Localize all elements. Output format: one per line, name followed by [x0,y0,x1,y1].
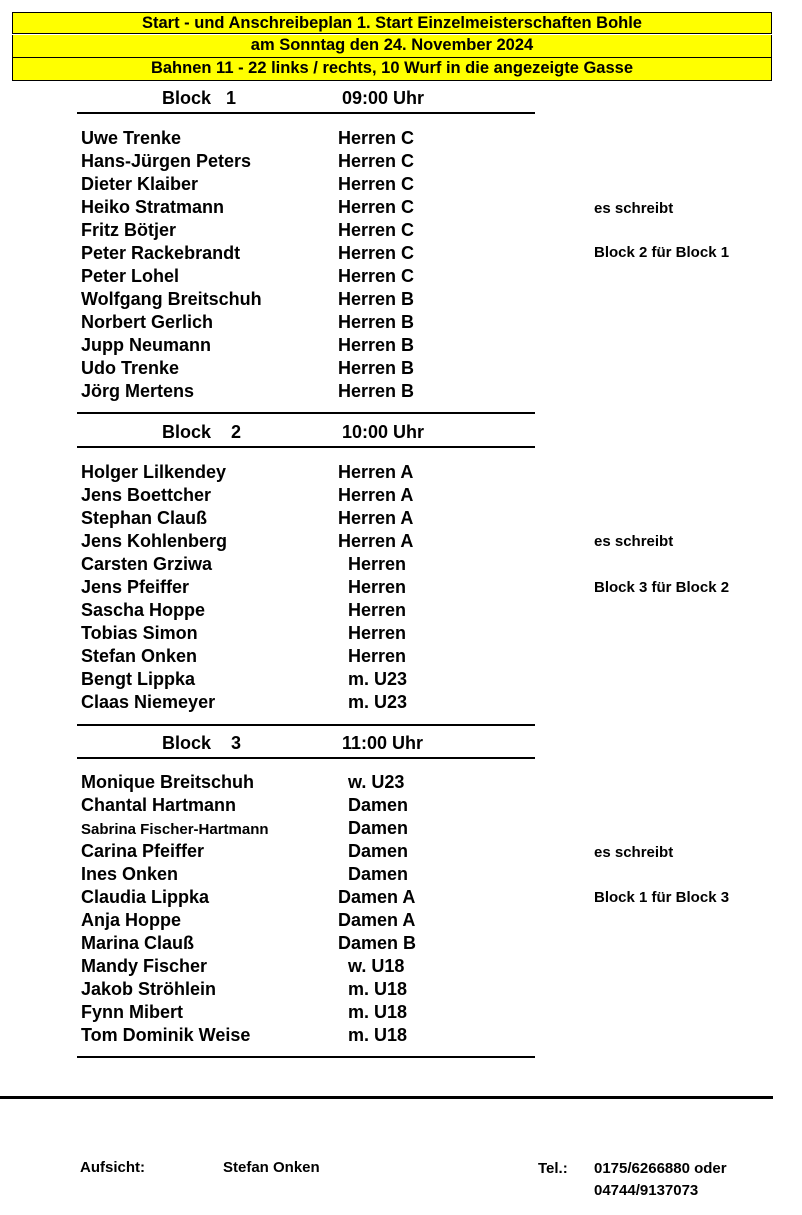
participant-name: Peter Rackebrandt [81,243,241,263]
participant-class: Herren [348,623,407,643]
participant-name: Holger Lilkendey [81,462,227,482]
writer-note-label: es schreibt [594,844,674,861]
participant-class: m. U23 [348,669,408,689]
participant-class: Damen [348,864,409,884]
participant-class: Herren C [338,197,415,217]
tel-number-2: 04744/9137073 [594,1182,699,1199]
participant-class: m. U18 [348,1025,408,1045]
participant-name: Uwe Trenke [81,128,182,148]
block-header-underline [77,446,535,448]
block-label: Block 1 [162,88,237,108]
participant-name: Carsten Grziwa [81,554,213,574]
participant-name: Fynn Mibert [81,1002,183,1022]
tel-label: Tel.: [538,1160,568,1177]
participant-class: w. U18 [348,956,405,976]
block-time: 10:00 Uhr [342,422,425,442]
participant-name: Peter Lohel [81,266,180,286]
participant-class: Herren A [338,462,414,482]
header-lanes: Bahnen 11 - 22 links / rechts, 10 Wurf in die angezeigte Gasse [12,58,772,81]
writer-note-assignment: Block 3 für Block 2 [594,579,730,596]
footer-divider [0,1096,773,1099]
participant-name: Tom Dominik Weise [81,1025,251,1045]
participant-name: Wolfgang Breitschuh [81,289,262,309]
participant-class: Herren B [338,358,415,378]
header-title: Start - und Anschreibeplan 1. Start Einzelmeisterschaften Bohle [12,12,772,34]
participant-class: Herren B [338,381,415,401]
block-label: Block 3 [162,733,242,753]
participant-class: Herren C [338,151,415,171]
writer-note-label: es schreibt [594,200,674,217]
participant-class: Damen A [338,910,416,930]
participant-class: Herren [348,577,407,597]
participant-name: Jens Kohlenberg [81,531,228,551]
participant-class: Damen [348,795,409,815]
block-separator-line [77,724,535,726]
participant-name: Monique Breitschuh [81,772,255,792]
participant-class: Herren [348,646,407,666]
participant-name: Claudia Lippka [81,887,210,907]
participant-name: Chantal Hartmann [81,795,237,815]
participant-name: Ines Onken [81,864,179,884]
participant-class: Herren C [338,128,415,148]
header-date: am Sonntag den 24. November 2024 [12,35,772,58]
block-header-underline [77,112,535,114]
participant-name: Carina Pfeiffer [81,841,205,861]
aufsicht-name: Stefan Onken [223,1159,320,1176]
participant-name: Stephan Clauß [81,508,208,528]
participant-class: Herren A [338,531,414,551]
participant-class: Damen [348,841,409,861]
block-label: Block 2 [162,422,242,442]
participant-name: Tobias Simon [81,623,198,643]
participant-class: Herren A [338,508,414,528]
participant-name: Claas Niemeyer [81,692,216,712]
aufsicht-label: Aufsicht: [80,1159,145,1176]
participant-class: Herren C [338,220,415,240]
participant-name: Jens Boettcher [81,485,212,505]
participant-name: Jens Pfeiffer [81,577,190,597]
block-header-underline [77,757,535,759]
participant-name: Bengt Lippka [81,669,196,689]
participant-name: Dieter Klaiber [81,174,199,194]
participant-name: Fritz Bötjer [81,220,177,240]
block-time: 09:00 Uhr [342,88,425,108]
participant-name: Hans-Jürgen Peters [81,151,252,171]
participant-name: Norbert Gerlich [81,312,214,332]
participant-name: Jakob Ströhlein [81,979,217,999]
participant-class: Herren [348,600,407,620]
participant-name: Mandy Fischer [81,956,208,976]
participant-class: Herren A [338,485,414,505]
participant-class: m. U18 [348,1002,408,1022]
participant-class: m. U18 [348,979,408,999]
participant-class: Herren C [338,243,415,263]
writer-note-assignment: Block 2 für Block 1 [594,244,730,261]
participant-name: Stefan Onken [81,646,198,666]
participant-class: Herren [348,554,407,574]
participant-class: Herren C [338,174,415,194]
participant-name: Sascha Hoppe [81,600,206,620]
participant-class: m. U23 [348,692,408,712]
participant-class: w. U23 [348,772,405,792]
block-time: 11:00 Uhr [342,733,424,753]
participant-class: Herren B [338,312,415,332]
writer-note-label: es schreibt [594,533,674,550]
participant-name: Udo Trenke [81,358,180,378]
participant-class: Herren B [338,289,415,309]
participant-name: Jupp Neumann [81,335,212,355]
participant-name: Anja Hoppe [81,910,182,930]
participant-class: Herren B [338,335,415,355]
block-separator-line [77,412,535,414]
tel-number-1: 0175/6266880 oder [594,1160,727,1177]
participant-class: Herren C [338,266,415,286]
participant-name: Sabrina Fischer-Hartmann [81,821,269,838]
participant-name: Heiko Stratmann [81,197,225,217]
participant-class: Damen B [338,933,417,953]
participant-name: Marina Clauß [81,933,195,953]
schedule-end-line [77,1056,535,1058]
participant-class: Damen A [338,887,416,907]
writer-note-assignment: Block 1 für Block 3 [594,889,730,906]
participant-class: Damen [348,818,409,838]
participant-name: Jörg Mertens [81,381,195,401]
